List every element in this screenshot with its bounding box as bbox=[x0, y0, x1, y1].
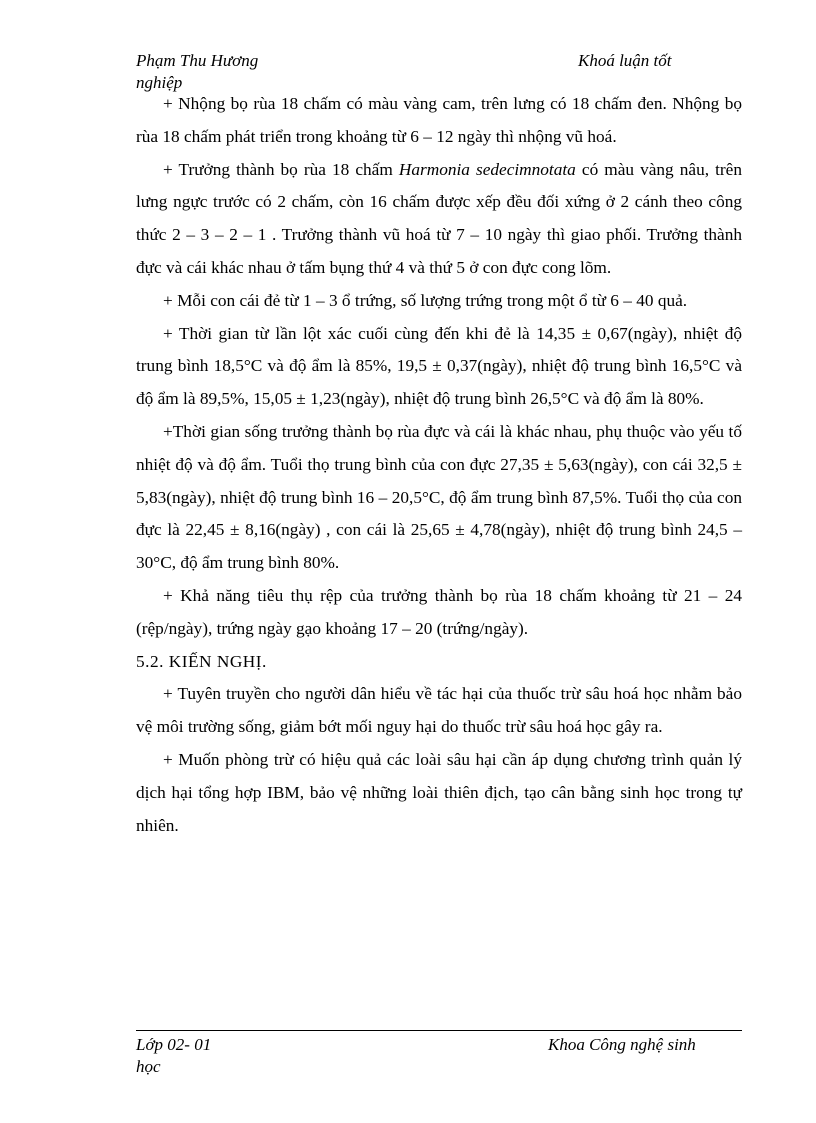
footer-department: Khoa Công nghệ sinh bbox=[548, 1035, 696, 1054]
footer-divider bbox=[136, 1030, 742, 1031]
recommendation-2: + Muốn phòng trừ có hiệu quả các loài sâu hại cần áp dụng chương trình quản lý dịch hại tổng hợp IBM, bảo vệ những loài thiên địch, tạo cân bằng sinh học trong tự nhiên. bbox=[136, 749, 742, 835]
header-title-continued: nghiệp bbox=[136, 73, 183, 92]
paragraph-eggs: + Mỗi con cái đẻ từ 1 – 3 ổ trứng, số lượng trứng trong một ổ từ 6 – 40 quả. bbox=[163, 290, 688, 310]
footer-department-continued: học bbox=[136, 1057, 161, 1076]
document-body bbox=[136, 88, 742, 842]
paragraph-consumption: + Khả năng tiêu thụ rệp của trưởng thành bọ rùa 18 chấm khoảng từ 21 – 24 (rệp/ngày), trứng ngày gạo khoảng 17 – 20 (trứng/ngày). bbox=[136, 585, 742, 638]
scientific-name: Harmonia sedecimnotata bbox=[398, 159, 576, 179]
paragraph-time-to-lay: + Thời gian từ lần lột xác cuối cùng đến khi đẻ là 14,35 ± 0,67(ngày), nhiệt độ trung bình 18,5°C và độ ẩm là 85%, 19,5 ± 0,37(ngày), nhiệt độ trung bình 16,5°C và độ ẩm là 89,5%, 15,05 ± 1,23(ngày), nhiệt độ trung bình 26,5°C và độ ẩm là 80%. bbox=[136, 323, 742, 409]
header-author: Phạm Thu Hương bbox=[136, 51, 259, 70]
paragraph-adult: + Trưởng thành bọ rùa 18 chấm Harmonia sedecimnotata có màu vàng nâu, trên lưng ngực trước có 2 chấm, còn 16 chấm được xếp đều đối xứng ở 2 cánh theo công thức 2 – 3 – 2 – 1 . Trưởng thành vũ hoá từ 7 – 10 ngày thì giao phối. Trưởng thành đực và cái khác nhau ở tấm bụng thứ 4 và thứ 5 ở con đực cong lõm. bbox=[136, 159, 742, 277]
section-heading: 5.2. KIẾN NGHỊ. bbox=[136, 651, 267, 671]
header-title: Khoá luận tốt bbox=[578, 51, 672, 70]
paragraph-lifespan: +Thời gian sống trưởng thành bọ rùa đực và cái là khác nhau, phụ thuộc vào yếu tố nhiệt độ và độ ẩm. Tuổi thọ trung bình của con đực 27,35 ± 5,63(ngày), con cái 32,5 ± 5,83(ngày), nhiệt độ trung bình 16 – 20,5°C, độ ẩm trung bình 87,5%. Tuổi thọ của con đực là 22,45 ± 8,16(ngày) , con cái là 25,65 ± 4,78(ngày), nhiệt độ trung bình 24,5 – 30°C, độ ẩm trung bình 80%. bbox=[136, 421, 742, 573]
recommendation-1: + Tuyên truyền cho người dân hiểu về tác hại của thuốc trừ sâu hoá học nhằm bảo vệ môi trường sống, giảm bớt mối nguy hại do thuốc trừ sâu hoá học gây ra. bbox=[136, 684, 742, 737]
paragraph-pupa: + Nhộng bọ rùa 18 chấm có màu vàng cam, trên lưng có 18 chấm đen. Nhộng bọ rùa 18 chấm phát triển trong khoảng từ 6 – 12 ngày thì nhộng vũ hoá. bbox=[136, 94, 742, 146]
footer-class: Lớp 02- 01 bbox=[136, 1035, 212, 1054]
